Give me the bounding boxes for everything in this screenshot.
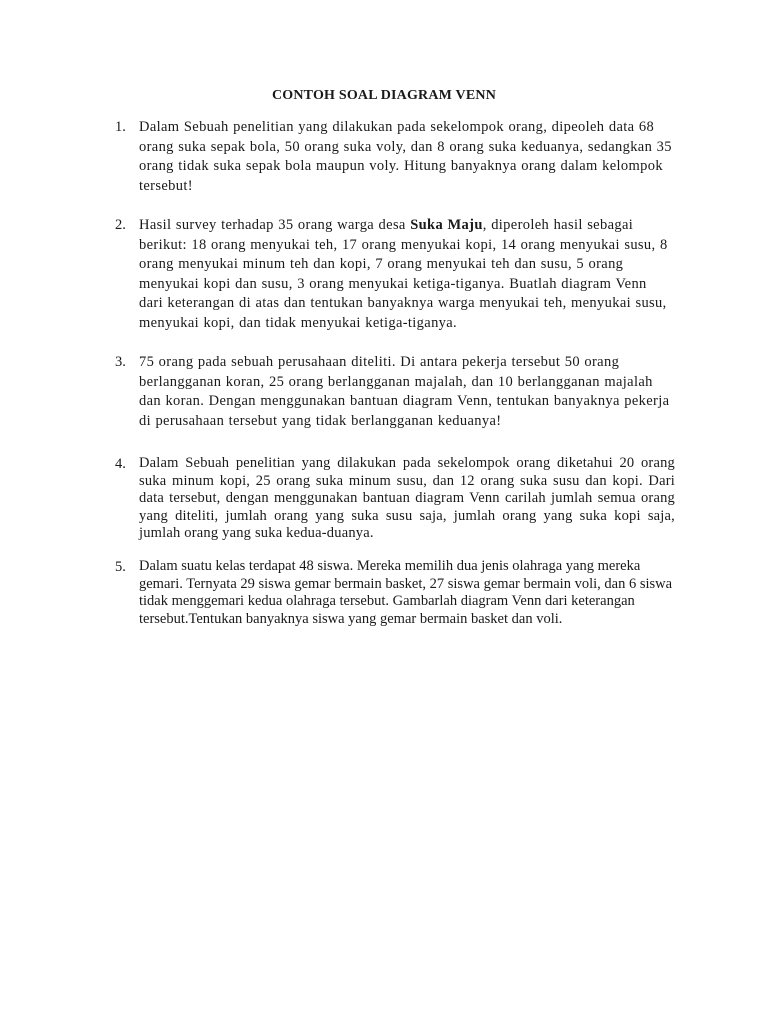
question-number: 4. [115, 456, 126, 472]
question-5 [115, 558, 675, 628]
question-text-part: , diperoleh hasil sebagai berikut: 18 orang menyukai teh, 17 orang menyukai kopi, 14 orang menyukai susu, 8 orang menyukai minum teh dan kopi, 7 orang menyukai teh dan susu, 5 orang menyukai kopi dan susu, 3 orang menyukai ketiga-tiganya. Buatlah diagram Venn dari keterangan di atas dan tentukan banyaknya warga menyukai teh, menyukai susu, menyukai kopi, dan tidak menyukai ketiga-tiganya. [139, 217, 668, 331]
question-text: Dalam Sebuah penelitian yang dilakukan pada sekelompok orang diketahui 20 orang suka minum kopi, 25 orang suka minum susu, dan 12 orang suka susu dan kopi. Dari data tersebut, dengan menggunakan bantuan diagram Venn carilah jumlah semua orang yang diteliti, jumlah orang yang suka susu saja, jumlah orang yang suka kopi saja, jumlah orang yang suka kedua-duanya. [139, 455, 675, 541]
question-4 [115, 455, 675, 543]
question-number: 5. [115, 559, 126, 575]
question-text: Dalam suatu kelas terdapat 48 siswa. Mereka memilih dua jenis olahraga yang mereka gemari. Ternyata 29 siswa gemar bermain basket, 27 siswa gemar bermain voli, dan 6 siswa tidak menggemari kedua olahraga tersebut. Gambarlah diagram Venn dari keterangan tersebut.Tentukan banyaknya siswa yang gemar bermain basket dan voli. [139, 558, 673, 627]
question-text: 75 orang pada sebuah perusahaan diteliti. Di antara pekerja tersebut 50 orang berlangganan koran, 25 orang berlangganan majalah, dan 10 berlangganan majalah dan koran. Dengan menggunakan bantuan diagram Venn, tentukan banyaknya pekerja di perusahaan tersebut yang tidak berlangganan keduanya! [139, 354, 670, 429]
question-number: 2. [115, 217, 126, 233]
village-name: Suka Maju [410, 217, 483, 233]
question-number: 1. [115, 119, 126, 135]
question-text [139, 216, 675, 333]
question-1 [115, 118, 675, 196]
question-text-part: Hasil survey terhadap 35 orang warga desa [139, 217, 411, 233]
question-text: Dalam Sebuah penelitian yang dilakukan pada sekelompok orang, dipeoleh data 68 orang suka sepak bola, 50 orang suka voly, dan 8 orang suka keduanya, sedangkan 35 orang tidak suka sepak bola maupun voly. Hitung banyaknya orang dalam kelompok tersebut! [139, 119, 672, 194]
question-number: 3. [115, 354, 126, 370]
document-title: CONTOH SOAL DIAGRAM VENN [271, 88, 497, 103]
question-2 [115, 216, 675, 333]
question-3 [115, 353, 675, 431]
